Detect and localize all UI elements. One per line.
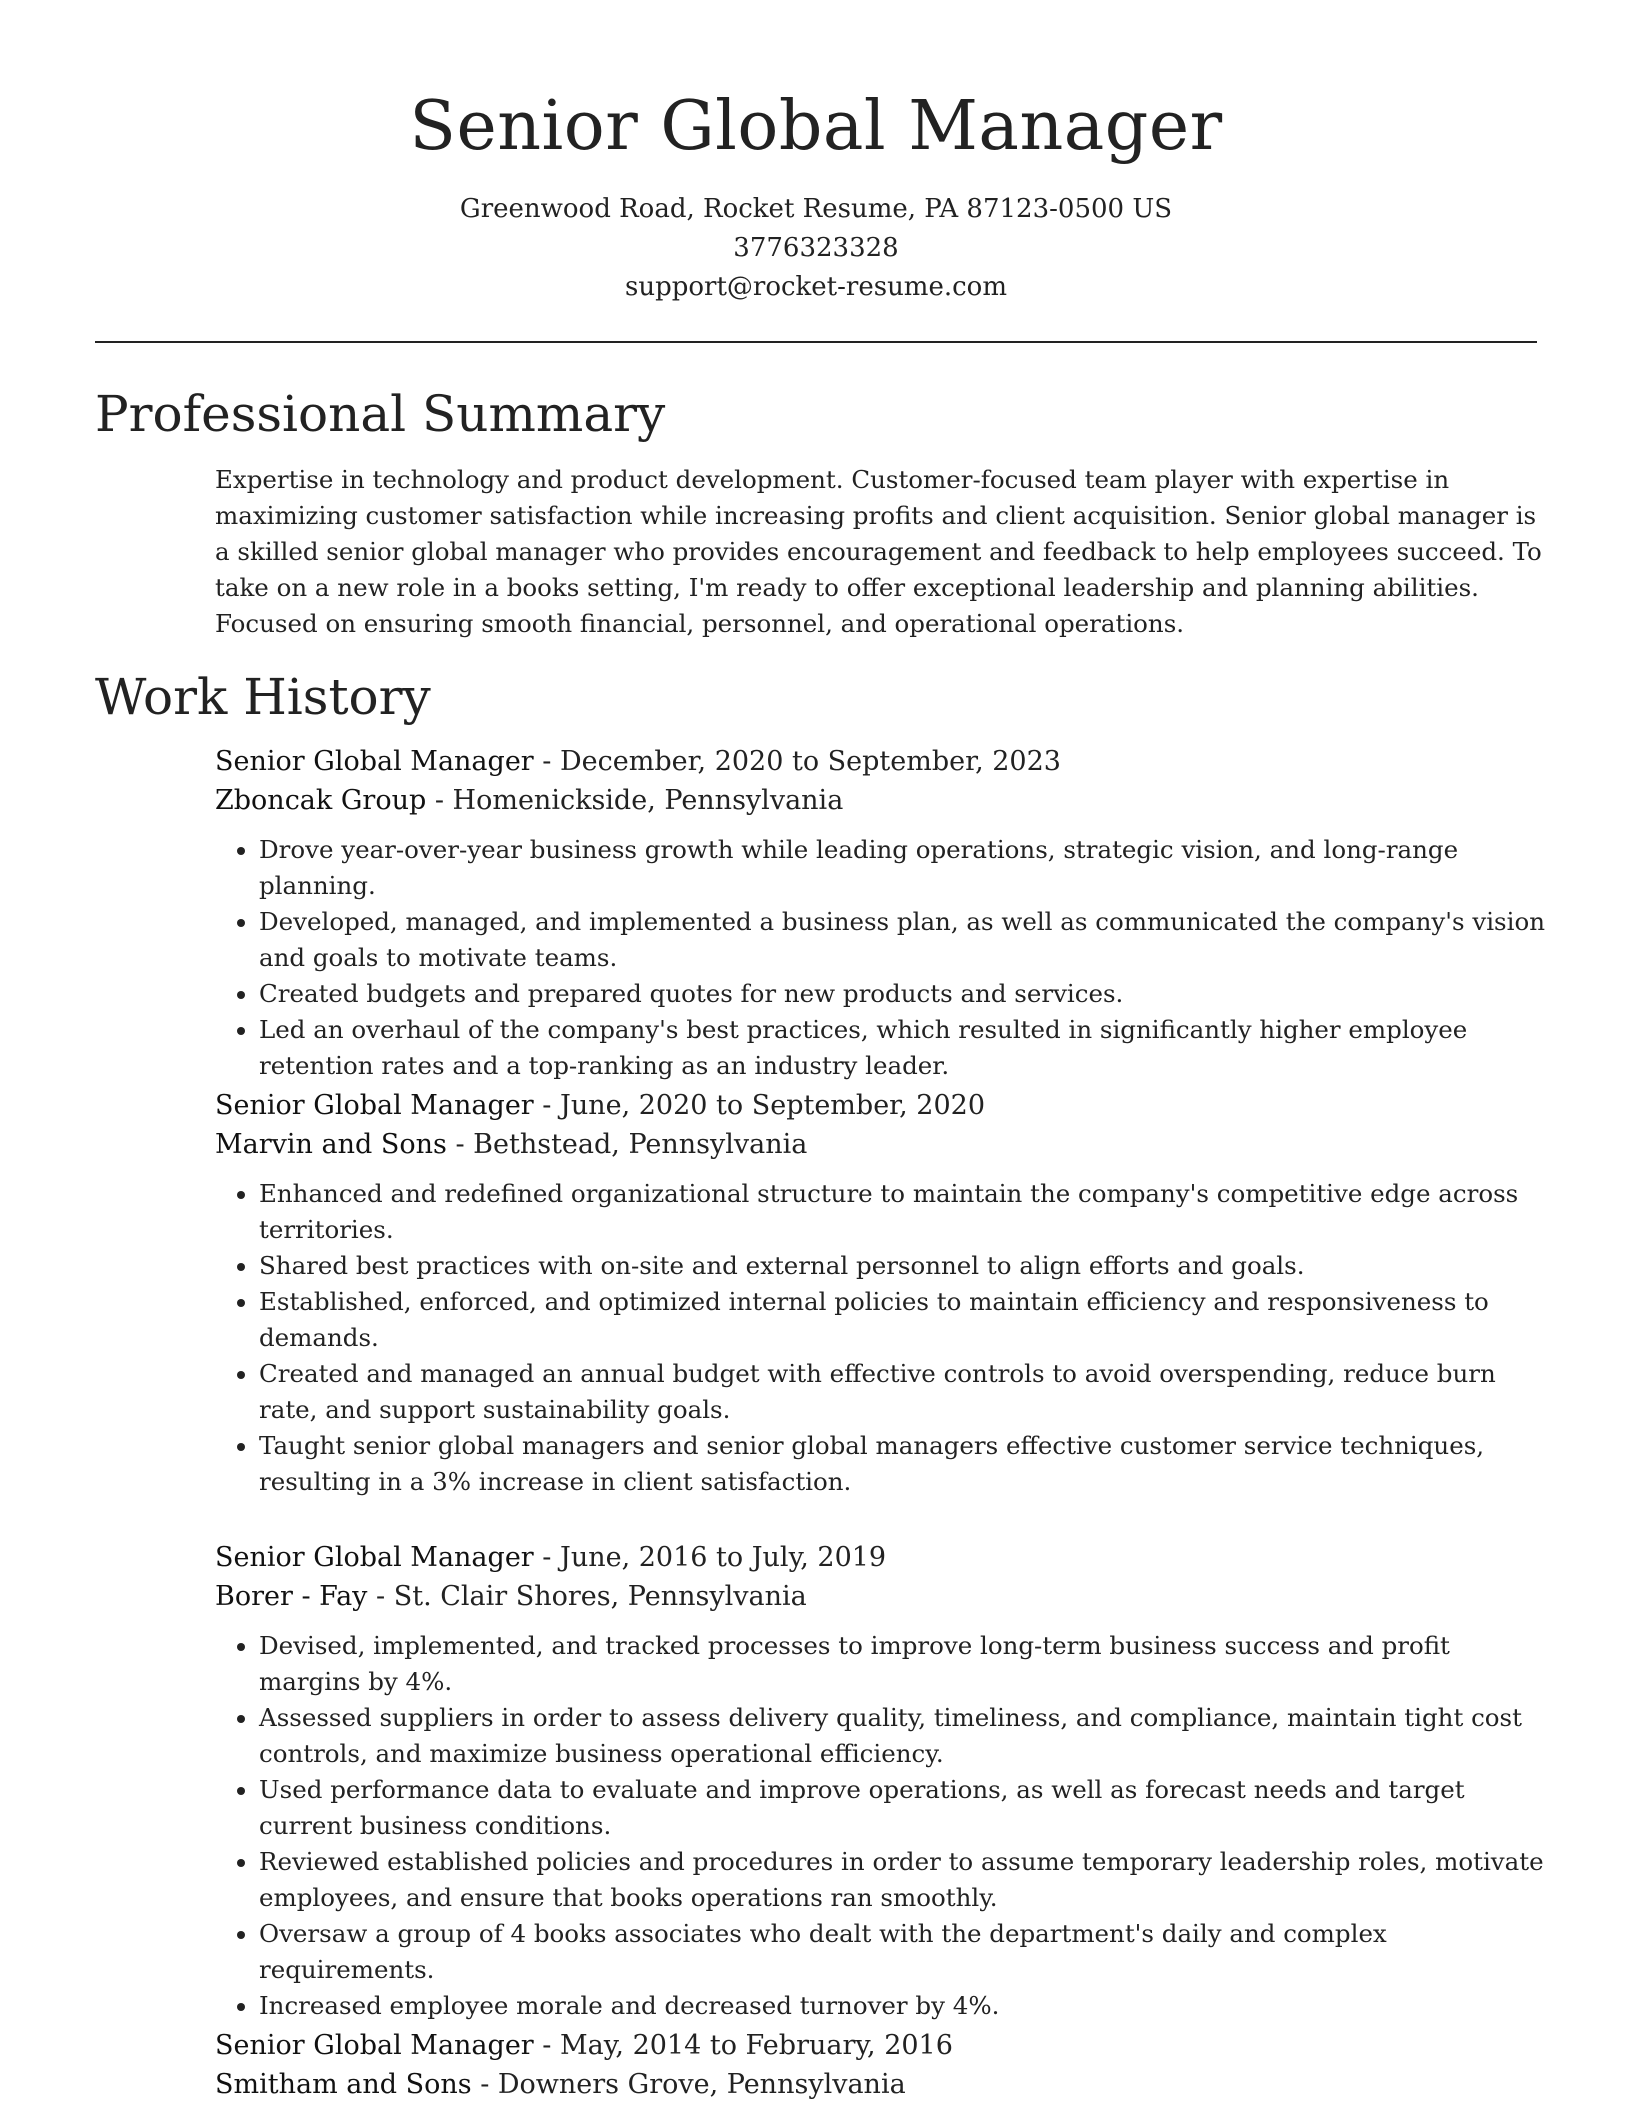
job-location: - Bethstead, Pennsylvania (446, 1129, 808, 1160)
job-company: Borer - Fay (215, 1581, 368, 1612)
job-location: - Downers Grove, Pennsylvania (471, 2069, 906, 2100)
job-title-line (215, 1538, 1545, 1577)
job-bullet: • Established, enforced, and optimized internal policies to maintain efficiency and responsiveness to demands. (259, 1284, 1545, 1356)
work-history-heading: Work History (95, 668, 431, 726)
job-bullet: • Taught senior global managers and senior global managers effective customer service techniques, resulting in a 3% increase in client satisfaction. (259, 1428, 1545, 1500)
job-bullets (215, 832, 1545, 1084)
job-company: Zboncak Group (215, 785, 427, 816)
job-bullet: • Shared best practices with on-site and external personnel to align efforts and goals. (259, 1248, 1545, 1284)
contact-block (0, 190, 1632, 307)
job-title-line (215, 742, 1545, 781)
job-entry (215, 742, 1545, 1084)
job-bullet: • Developed, managed, and implemented a business plan, as well as communicated the company's vision and goals to motivate teams. (259, 904, 1545, 976)
job-bullet: • Enhanced and redefined organizational structure to maintain the company's competitive edge across territories. (259, 1176, 1545, 1248)
job-entry (215, 1086, 1545, 1500)
job-bullet: • Increased employee morale and decreased turnover by 4%. (259, 1988, 1545, 2024)
job-dates: - June, 2016 to July, 2019 (533, 1542, 887, 1573)
job-entry (215, 1538, 1545, 2024)
job-location: - St. Clair Shores, Pennsylvania (367, 1581, 807, 1612)
job-role: Senior Global Manager (215, 2030, 534, 2061)
summary-heading: Professional Summary (95, 385, 666, 443)
address-text: Greenwood Road, Rocket Resume, PA 87123-0500 US (459, 194, 1173, 224)
phone-text: 3776323328 (733, 233, 899, 263)
email-text: support@rocket-resume.com (624, 272, 1007, 302)
job-company-line (215, 2065, 1545, 2104)
job-company: Smitham and Sons (215, 2069, 472, 2100)
job-bullet: • Led an overhaul of the company's best practices, which resulted in significantly higher employee retention rates and a top-ranking as an industry leader. (259, 1012, 1545, 1084)
job-company: Marvin and Sons (215, 1129, 447, 1160)
job-entry (215, 2026, 1545, 2104)
resume-header (0, 0, 1632, 307)
job-dates: - June, 2020 to September, 2020 (533, 1090, 985, 1121)
job-company-line (215, 1125, 1545, 1164)
job-title-line (215, 2026, 1545, 2065)
job-bullet: • Oversaw a group of 4 books associates who dealt with the department's daily and complex requirements. (259, 1916, 1545, 1988)
job-bullet: • Devised, implemented, and tracked processes to improve long-term business success and profit margins by 4%. (259, 1628, 1545, 1700)
header-divider (95, 341, 1537, 343)
job-bullet: • Created and managed an annual budget with effective controls to avoid overspending, reduce burn rate, and support sustainability goals. (259, 1356, 1545, 1428)
job-bullet: • Reviewed established policies and procedures in order to assume temporary leadership roles, motivate employees, and ensure that books operations ran smoothly. (259, 1844, 1545, 1916)
job-bullet: • Assessed suppliers in order to assess delivery quality, timeliness, and compliance, maintain tight cost controls, and maximize business operational efficiency. (259, 1700, 1545, 1772)
summary-text: Expertise in technology and product development. Customer-focused team player with expertise in maximizing customer satisfaction while increasing profits and client acquisition. Senior global manager is a skilled senior global manager who provides encouragement and feedback to help employees succeed. To take on a new role in a books setting, I'm ready to offer exceptional leadership and planning abilities. Focused on ensuring smooth financial, personnel, and operational operations. (215, 465, 1542, 638)
job-role: Senior Global Manager (215, 746, 534, 777)
job-company-line (215, 1577, 1545, 1616)
job-dates: - December, 2020 to September, 2023 (533, 746, 1061, 777)
job-bullet: • Drove year-over-year business growth while leading operations, strategic vision, and long-range planning. (259, 832, 1545, 904)
job-bullets (215, 1176, 1545, 1500)
job-bullets (215, 1628, 1545, 2024)
job-bullet: • Used performance data to evaluate and improve operations, as well as forecast needs and target current business conditions. (259, 1772, 1545, 1844)
candidate-name: Senior Global Manager (409, 87, 1223, 166)
job-role: Senior Global Manager (215, 1542, 534, 1573)
job-title-line (215, 1086, 1545, 1125)
job-company-line (215, 781, 1545, 820)
job-bullet: • Created budgets and prepared quotes for new products and services. (259, 976, 1545, 1012)
job-dates: - May, 2014 to February, 2016 (533, 2030, 953, 2061)
job-location: - Homenickside, Pennsylvania (426, 785, 844, 816)
job-role: Senior Global Manager (215, 1090, 534, 1121)
